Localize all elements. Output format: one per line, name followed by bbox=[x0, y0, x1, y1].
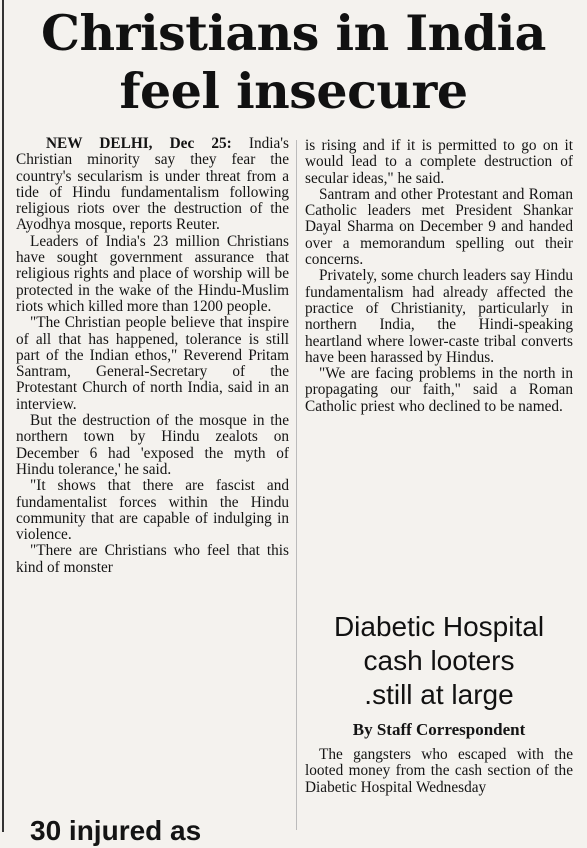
main-headline bbox=[0, 4, 587, 120]
article-paragraph: "It shows that there are fascist and fundamentalist forces within the Hindu community that are capable of indulging in violence. bbox=[16, 477, 289, 544]
article-paragraph: "We are facing problems in the north in propagating our faith," said a Roman Catholic priest who declined to be named. bbox=[305, 365, 573, 415]
third-headline-partial: 30 injured as bbox=[30, 815, 202, 846]
second-headline-line-2: cash looters bbox=[363, 645, 515, 676]
second-headline-line-3: .still at large bbox=[364, 679, 514, 710]
paragraph-text: India's Christian minority say they fear the country's secularism is under threat from a tide of Hindu fundamentalism following religious riots over the destruction of the Ayodhya mosque, reports Reuter. bbox=[16, 135, 289, 234]
byline: By Staff Correspondent bbox=[352, 720, 526, 739]
article-paragraph: Privately, some church leaders say Hindu fundamentalism had already affected the practice of Christianity, particularly in northern India, the Hindi-speaking heartland where lower-caste tribal converts have been harassed by Hindus. bbox=[305, 267, 573, 366]
article-paragraph: But the destruction of the mosque in the northern town by Hindu zealots on December 6 had 'exposed the myth of Hindu tolerance,' he said. bbox=[16, 412, 289, 478]
article-column-left bbox=[16, 136, 289, 576]
article-paragraph: Santram and other Protestant and Roman Catholic leaders met President Shankar Dayal Sharma on December 9 and handed over a memorandum spelling out their concerns. bbox=[305, 185, 573, 269]
second-headline-line-1: Diabetic Hospital bbox=[333, 611, 545, 642]
second-headline bbox=[305, 610, 573, 712]
second-article-body bbox=[305, 747, 573, 796]
article-column-right bbox=[305, 138, 573, 415]
dateline: NEW DELHI, Dec 25: bbox=[46, 135, 232, 152]
article-paragraph: Leaders of India's 23 million Christians have sought government assurance that religious rights and place of worship will be protected in the wake of the Hindu-Muslim riots which killed more than 1200 people. bbox=[16, 232, 289, 315]
headline-line-2: feel insecure bbox=[119, 62, 468, 120]
article-paragraph bbox=[16, 136, 289, 234]
article-paragraph: is rising and if it is permitted to go on it would lead to a complete destruction of secular ideas," he said. bbox=[305, 137, 573, 187]
left-border-rule bbox=[2, 0, 4, 832]
column-divider bbox=[296, 140, 297, 830]
headline-line-1: Christians in India bbox=[41, 4, 546, 62]
article-paragraph: "The Christian people believe that inspire of all that has happened, tolerance is still part of the Indian ethos," Reverend Pritam Santram, General-Secretary of the Protestant Church of north India, said in an interview. bbox=[16, 314, 289, 413]
article-paragraph: "There are Christians who feel that this kind of monster bbox=[16, 542, 289, 576]
article-paragraph: The gangsters who escaped with the looted money from the cash section of the Diabetic Hospital Wednesday bbox=[305, 746, 573, 796]
